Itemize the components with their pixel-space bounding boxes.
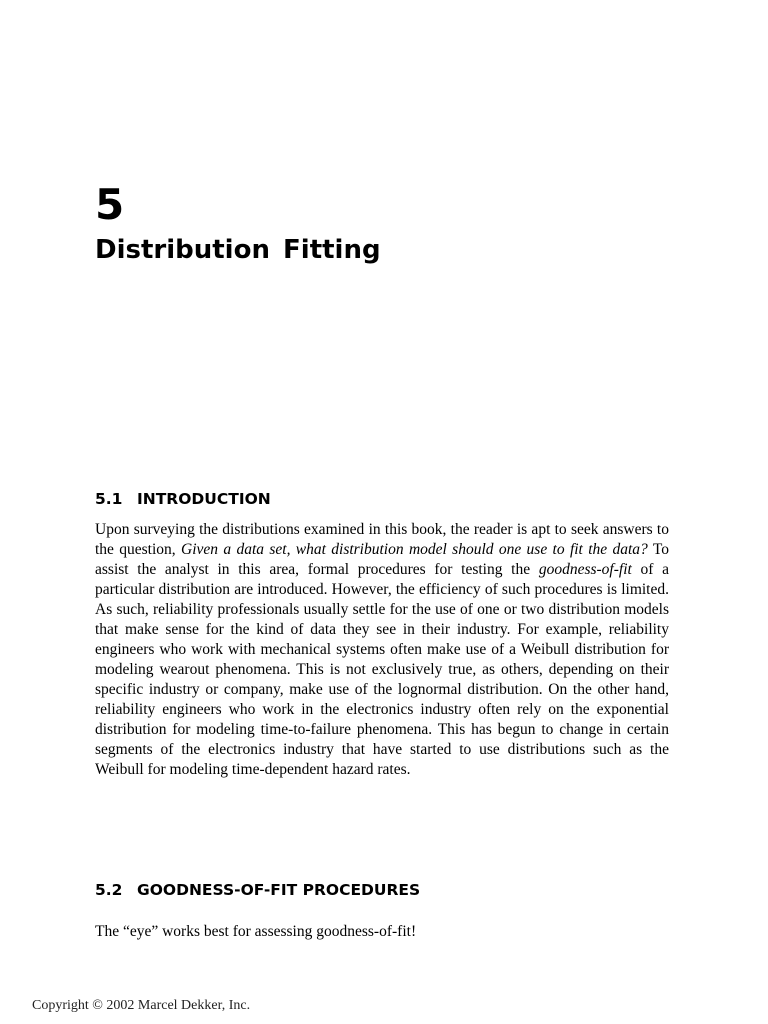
goodness-of-fit-paragraph [95,922,669,942]
italic-term: goodness-of-fit [538,561,632,578]
text-run: of a particular distribution are introduced. However, the efficiency of such procedures is limited. As such, reliability professionals usually settle for the use of one or two distribution models that make sense for the kind of data they see in their industry. For example, reliability engineers who work with mechanical systems often make use of a Weibull distribution for modeling wearout phenomena. This is not exclusively true, as others, depending on their specific industry or company, make use of the lognormal distribution. On the other hand, reliability engineers who work in the electronics industry often rely on the exponential distribution for modeling time-to-failure phenomena. This has begun to change in certain segments of the electronics industry that have started to use distributions such as the Weibull for modeling time-dependent hazard rates. [95,561,669,778]
chapter-number: 5 [95,180,125,229]
italic-question: Given a data set, what distribution model should one use to fit the data? [181,541,648,558]
section-heading-introduction [95,489,271,509]
text-run: The “eye” works best for assessing goodness-of-fit! [95,923,417,940]
chapter-title: Distribution Fitting [95,235,381,265]
section-number: 5.1 [95,490,123,508]
text-run: Upon surveying the distributions examined in this book, the reader is apt to seek answers to the question, [95,521,669,558]
introduction-paragraph [95,520,669,780]
section-heading-goodness-of-fit [95,880,420,900]
section-number: 5.2 [95,881,123,899]
section-title: GOODNESS-OF-FIT PROCEDURES [137,881,421,899]
section-title: INTRODUCTION [137,490,271,508]
text-run: To assist the analyst in this area, formal procedures for testing the [95,541,669,578]
copyright-notice: Copyright © 2002 Marcel Dekker, Inc. [32,998,251,1013]
